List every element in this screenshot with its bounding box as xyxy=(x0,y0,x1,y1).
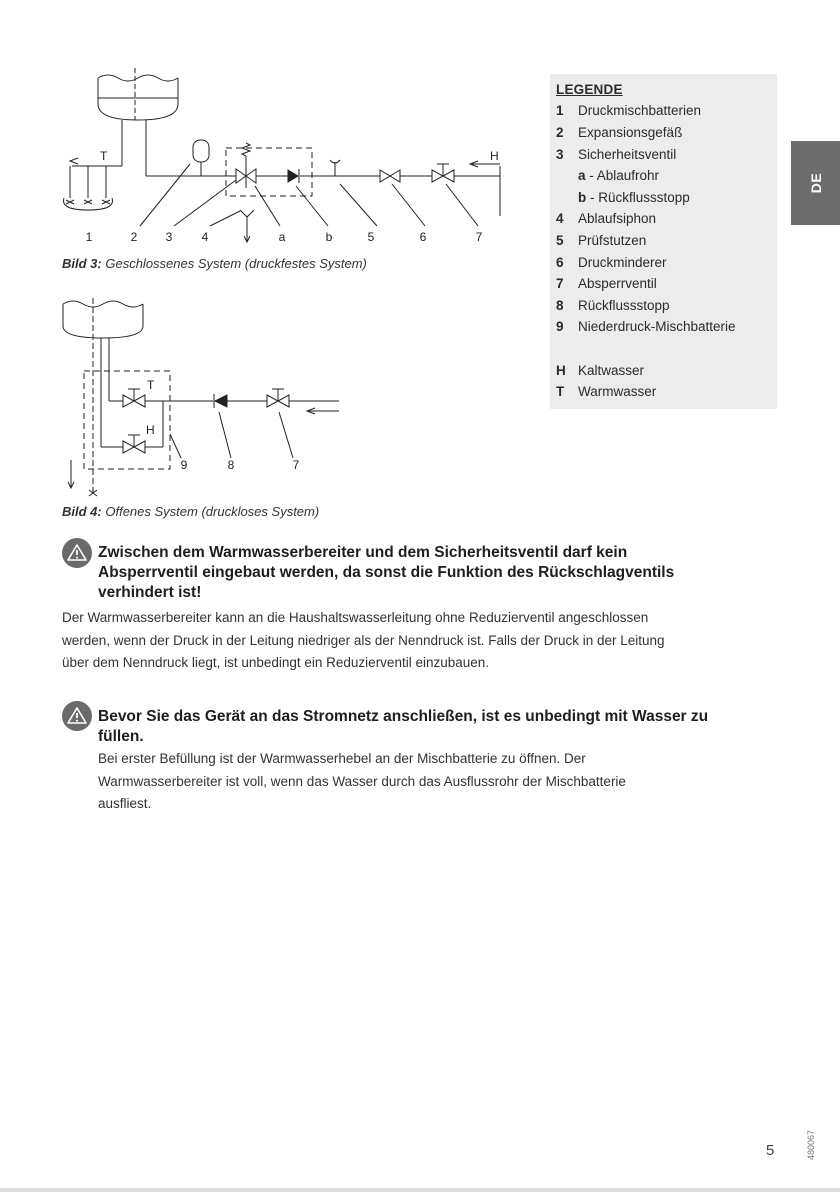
fig3-callout-5: 5 xyxy=(367,230,375,244)
figure-4-diagram xyxy=(55,292,355,502)
fig4-callout-7: 7 xyxy=(292,458,300,472)
fig3-callout-6: 6 xyxy=(419,230,427,244)
warning-2-body-line: Bei erster Befüllung ist der Warmwasserhebel an der Mischbatterie zu öffnen. Der xyxy=(98,751,586,766)
page-number: 5 xyxy=(766,1142,775,1159)
figure-3-caption xyxy=(62,256,367,271)
warning-2-body-line: ausfliest. xyxy=(98,796,152,811)
legend-item: 2 Expansionsgefäß xyxy=(556,125,683,140)
paragraph-1-line: Der Warmwasserbereiter kann an die Haushaltswasserleitung ohne Reduzierventil angeschlossen xyxy=(62,610,649,625)
warning-2-line: füllen. xyxy=(98,728,144,745)
paragraph-1 xyxy=(62,607,792,675)
language-tab-label: DE xyxy=(807,172,824,194)
figure-4-caption-label: Bild 4: xyxy=(62,504,102,519)
fig3-callout-2: 2 xyxy=(130,230,138,244)
warning-triangle-icon xyxy=(62,538,92,568)
figure-4-caption xyxy=(62,504,319,519)
legend-item: 3 Sicherheitsventil xyxy=(556,147,677,162)
legend-item: 5 Prüfstutzen xyxy=(556,233,647,248)
paragraph-1-line: über dem Nenndruck liegt, ist unbedingt ein Reduzierventil einzubauen. xyxy=(62,655,490,670)
legend-item: 1 Druckmischbatterien xyxy=(556,103,702,118)
language-tab xyxy=(791,141,840,225)
legend-item: 7 Absperrventil xyxy=(556,276,657,291)
figure-4-caption-text: Offenes System (druckloses System) xyxy=(105,504,320,519)
legend-title: LEGENDE xyxy=(556,82,623,97)
warning-1-line: Absperrventil eingebaut werden, da sonst die Funktion des Rückschlagventils xyxy=(98,564,675,581)
fig4-letter-t: T xyxy=(147,378,155,392)
fig4-callout-8: 8 xyxy=(227,458,235,472)
legend-sub-item: a - Ablaufrohr xyxy=(578,168,660,183)
warning-2-heading xyxy=(98,707,798,747)
legend-item: 9 Niederdruck-Mischbatterie xyxy=(556,319,736,334)
legend-item: 6 Druckminderer xyxy=(556,255,667,270)
warning-1-line: Zwischen dem Warmwasserbereiter und dem Sicherheitsventil darf kein xyxy=(98,544,628,561)
legend-sub-item: b - Rückflussstopp xyxy=(578,190,690,205)
fig3-callout-b: b xyxy=(325,230,333,244)
warning-2-body xyxy=(98,748,798,816)
fig3-callout-7: 7 xyxy=(475,230,483,244)
figure-3-caption-label: Bild 3: xyxy=(62,256,102,271)
fig3-callout-a: a xyxy=(278,230,286,244)
bottom-rule xyxy=(0,1188,840,1192)
figure-3-diagram xyxy=(50,66,520,251)
legend-item: 4 Ablaufsiphon xyxy=(556,211,657,226)
document-code: 480067 xyxy=(806,1129,816,1160)
warning-2-body-line: Warmwasserbereiter ist voll, wenn das Wasser durch das Ausflussrohr der Mischbatterie xyxy=(98,773,626,789)
fig3-callout-3: 3 xyxy=(165,230,173,244)
warning-2-line: Bevor Sie das Gerät an das Stromnetz anschließen, ist es unbedingt mit Wasser zu xyxy=(98,708,709,725)
fig3-callout-4: 4 xyxy=(201,230,209,244)
legend-box xyxy=(550,74,777,409)
fig3-callout-1: 1 xyxy=(85,230,93,244)
fig4-callout-9: 9 xyxy=(180,458,188,472)
paragraph-1-line: werden, wenn der Druck in der Leitung niedriger als der Nenndruck ist. Falls der Druck in der Leitung xyxy=(62,632,665,648)
legend-water-item: H Kaltwasser xyxy=(556,363,645,378)
fig4-letter-h: H xyxy=(146,423,155,437)
figure-3-caption-text: Geschlossenes System (druckfestes System) xyxy=(105,256,367,271)
warning-1-line: verhindert ist! xyxy=(98,584,202,601)
fig3-letter-t: T xyxy=(100,149,108,163)
legend-water-item: T Warmwasser xyxy=(556,384,657,399)
warning-triangle-icon xyxy=(62,701,92,731)
fig3-letter-h: H xyxy=(490,149,499,163)
legend-item: 8 Rückflussstopp xyxy=(556,298,670,313)
warning-1-heading xyxy=(98,543,798,603)
